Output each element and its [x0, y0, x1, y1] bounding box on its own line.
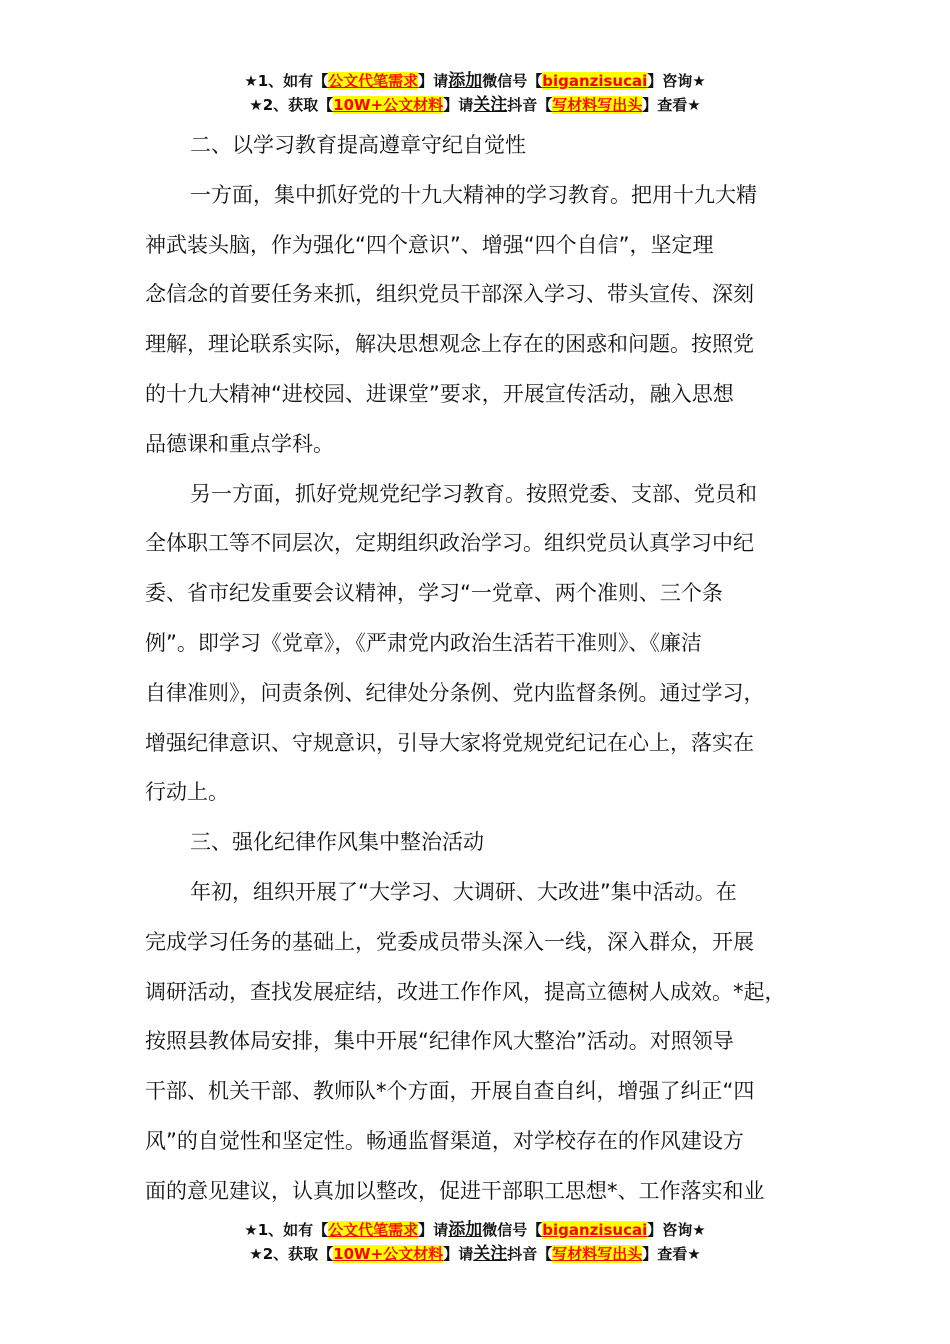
banner-line-1 — [0, 1218, 950, 1242]
t: 】查看★ — [642, 1245, 701, 1263]
text-line: 全体职工等不同层次，定期组织政治学习。组织党员认真学习中纪 — [145, 531, 754, 556]
t: 】请 — [443, 1245, 474, 1263]
text-line: 自律准则》，问责条例、纪律处分条例、党内监督条例。通过学习， — [145, 680, 765, 705]
t: 抖音【 — [507, 1245, 553, 1263]
t: 】请 — [418, 72, 449, 90]
highlight: 公文代笔需求 — [328, 72, 419, 90]
text-line: 三、强化纪律作风集中整治活动 — [190, 830, 484, 855]
promo-banner-bottom — [0, 1218, 950, 1266]
text-line: 面的意见建议，认真加以整改，促进干部职工思想*、工作落实和业 — [145, 1178, 765, 1203]
text-line: 年初，组织开展了“大学习、大调研、大改进”集中活动。在 — [190, 879, 737, 904]
t: ★2、获取【 — [249, 96, 334, 114]
highlight: 写材料写出头 — [552, 96, 643, 114]
t: ★1、如有【 — [244, 1221, 329, 1239]
text-line: 理解，理论联系实际，解决思想观念上存在的困惑和问题。按照党 — [145, 332, 754, 357]
t: 】请 — [418, 1221, 449, 1239]
highlight: 公文代笔需求 — [328, 1221, 419, 1239]
t: 添加 — [448, 1220, 483, 1240]
text-line: 例”。即学习《党章》，《严肃党内政治生活若干准则》、《廉洁 — [145, 630, 702, 655]
t: 关注 — [473, 1244, 508, 1264]
text-line: 干部、机关干部、教师队*个方面，开展自查自纠，增强了纠正“四 — [145, 1079, 755, 1104]
t: 】咨询★ — [647, 1221, 706, 1239]
text-line: 念信念的首要任务来抓，组织党员干部深入学习、带头宣传、深刻 — [145, 282, 754, 307]
text-line: 的十九大精神“进校园、进课堂”要求，开展宣传活动，融入思想 — [145, 381, 734, 406]
text-line: 增强纪律意识、守规意识，引导大家将党规党纪记在心上，落实在 — [145, 730, 754, 755]
text-line: 神武装头脑，作为强化“四个意识”、增强“四个自信”，坚定理 — [145, 232, 714, 257]
highlight: 写材料写出头 — [552, 1245, 643, 1263]
text-line: 按照县教体局安排，集中开展“纪律作风大整治”活动。对照领导 — [145, 1029, 734, 1054]
text-line: 另一方面，抓好党规党纪学习教育。按照党委、支部、党员和 — [190, 481, 757, 506]
t: ★1、如有【 — [244, 72, 329, 90]
banner-line-1 — [0, 69, 950, 93]
text-line: 风”的自觉性和坚定性。畅通监督渠道，对学校存在的作风建设方 — [145, 1128, 744, 1153]
t: 】查看★ — [642, 96, 701, 114]
highlight: biganzisucai — [542, 1221, 648, 1239]
highlight: 10W+公文材料 — [333, 1245, 444, 1263]
document-body — [145, 127, 845, 1223]
t: 微信号【 — [482, 72, 543, 90]
t: 抖音【 — [507, 96, 553, 114]
t: 添加 — [448, 71, 483, 91]
text-line: 一方面，集中抓好党的十九大精神的学习教育。把用十九大精 — [190, 182, 757, 207]
t: 微信号【 — [482, 1221, 543, 1239]
promo-banner-top — [0, 69, 950, 117]
text-line: 行动上。 — [145, 780, 229, 805]
t: 】请 — [443, 96, 474, 114]
text-line: 调研活动，查找发展症结，改进工作作风，提高立德树人成效。*起， — [145, 979, 786, 1004]
text-line: 品德课和重点学科。 — [145, 431, 334, 456]
text-line: 完成学习任务的基础上，党委成员带头深入一线，深入群众，开展 — [145, 929, 754, 954]
highlight: biganzisucai — [542, 72, 648, 90]
t: ★2、获取【 — [249, 1245, 334, 1263]
banner-line-2 — [0, 93, 950, 117]
t: 关注 — [473, 95, 508, 115]
banner-line-2 — [0, 1242, 950, 1266]
text-line: 二、以学习教育提高遵章守纪自觉性 — [190, 133, 526, 157]
t: 】咨询★ — [647, 72, 706, 90]
highlight: 10W+公文材料 — [333, 96, 444, 114]
text-line: 委、省市纪发重要会议精神，学习“一党章、两个准则、三个条 — [145, 581, 723, 606]
